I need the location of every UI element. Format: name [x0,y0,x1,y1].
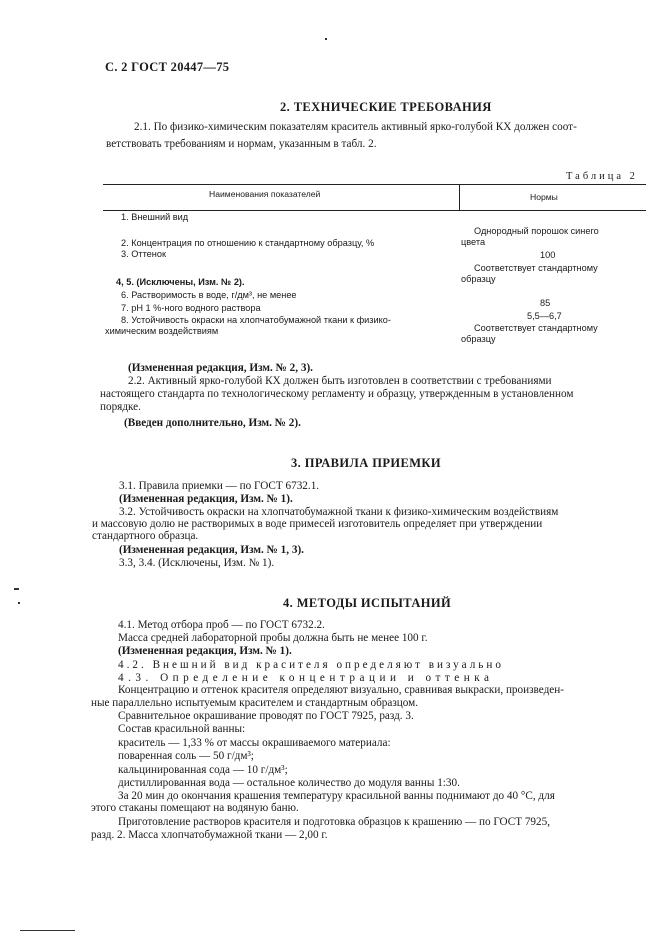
table-row-3: 3. Оттенок [121,249,166,259]
table-row-6: 6. Растворимость в воде, г/дм³, не менее [121,290,297,300]
para-3-2-line2: и массовую долю не растворимых в воде примесей изготовитель определяет при утверждении [92,518,543,530]
para-temperature-line1: За 20 мин до окончания крашения температуру красильной ванны поднимают до 40 °С, для [118,790,555,802]
scan-speck [18,602,20,604]
table-top-rule [103,184,646,185]
bath-dye: краситель — 1,33 % от массы окрашиваемого материала: [118,737,391,749]
bath-soda: кальцинированная сода — 10 г/дм³; [118,764,288,776]
para-4-3-line1: Концентрацию и оттенок красителя определяют визуально, сравнивая выкраски, произведен- [118,684,564,696]
table-row-4-5: 4, 5. (Исключены, Изм. № 2). [116,277,245,287]
norm-appearance-2: цвета [461,237,486,247]
para-2-1-line2: ветствовать требованиям и нормам, указанным в табл. 2. [106,138,377,150]
norm-fastness-1: Соответствует стандартному [474,323,598,333]
section-3-title: 3. ПРАВИЛА ПРИЕМКИ [291,456,442,470]
bath-salt: поваренная соль — 50 г/дм³; [118,750,254,762]
para-2-2-line1: 2.2. Активный ярко-голубой КХ должен быть изготовлен в соответствии с требованиями [128,375,552,387]
table-header-rule [103,210,646,211]
para-preparation-line2: разд. 2. Масса хлопчатобумажной ткани — 2,00 г. [91,829,328,841]
para-2-2-line2: настоящего стандарта по технологическому регламенту и образцу, утвержденным в установленном [100,388,574,400]
table-col2-header: Нормы [530,192,558,202]
table-row-2: 2. Концентрация по отношению к стандартному образцу, % [121,238,375,248]
para-3-2-line1: 3.2. Устойчивость окраски на хлопчатобумажной ткани к физико-химическим воздействиям [119,506,559,518]
para-preparation-line1: Приготовление растворов красителя и подготовка образцов к крашению — по ГОСТ 7925, [118,816,551,828]
norm-fastness-2: образцу [461,334,496,344]
scan-mark [14,588,19,590]
norm-shade-1: Соответствует стандартному [474,263,598,273]
table-row-8: 8. Устойчивость окраски на хлопчатобумажной ткани к физико- [121,315,391,325]
scan-speck [325,38,327,40]
para-3-2-line3: стандартного образца. [92,530,199,542]
table-col1-header: Наименования показателей [209,189,321,199]
norm-appearance-1: Однородный порошок синего [474,226,599,236]
para-4-1: 4.1. Метод отбора проб — по ГОСТ 6732.2. [118,619,325,631]
amendment-note-1: (Измененная редакция, Изм. № 2, 3). [128,362,313,374]
para-4-3-heading: 4.3. Определение концентрации и оттенка [118,672,494,684]
norm-shade-2: образцу [461,274,496,284]
para-4-1-mass: Масса средней лабораторной пробы должна быть не менее 100 г. [118,632,428,644]
table-caption: Таблица 2 [566,171,638,182]
para-2-2-line3: порядке. [100,401,141,413]
amendment-note-2: (Введен дополнительно, Изм. № 2). [124,417,301,429]
table-row-1: 1. Внешний вид [121,212,189,222]
bath-water: дистиллированная вода — остальное количество до модуля ванны 1:30. [118,777,460,789]
norm-ph: 5,5—6,7 [527,311,562,321]
table-row-8-cont: химическим воздействиям [105,326,219,336]
para-3-3-3-4: 3.3, 3.4. (Исключены, Изм. № 1). [119,557,275,569]
amendment-note-3: (Измененная редакция, Изм. № 1). [119,493,293,505]
para-2-1-line1: 2.1. По физико-химическим показателям краситель активный ярко-голубой КХ должен соот- [134,121,577,133]
amendment-note-5: (Измененная редакция, Изм. № 1). [118,645,292,657]
section-4-title: 4. МЕТОДЫ ИСПЫТАНИЙ [283,596,452,610]
norm-solubility: 85 [540,298,551,308]
scan-edge-line [20,930,75,931]
table-row-7: 7. pH 1 %-ного водного раствора [121,303,261,313]
para-4-3-line2: ные параллельно испытуемым красителем и стандартным образцом. [91,697,418,709]
amendment-note-4: (Измененная редакция, Изм. № 1, 3). [119,544,304,556]
para-4-2: 4.2. Внешний вид красителя определяют визуально [118,659,504,671]
para-3-1: 3.1. Правила приемки — по ГОСТ 6732.1. [119,480,320,492]
page-header: С. 2 ГОСТ 20447—75 [105,60,230,74]
norm-concentration: 100 [540,250,556,260]
para-temperature-line2: этого стаканы помещают на водяную баню. [91,802,299,814]
table-column-divider [459,184,460,210]
para-4-3-line3: Сравнительное окрашивание проводят по ГОСТ 7925, разд. 3. [118,710,414,722]
section-2-title: 2. ТЕХНИЧЕСКИЕ ТРЕБОВАНИЯ [280,100,492,114]
bath-composition-label: Состав красильной ванны: [118,723,246,735]
